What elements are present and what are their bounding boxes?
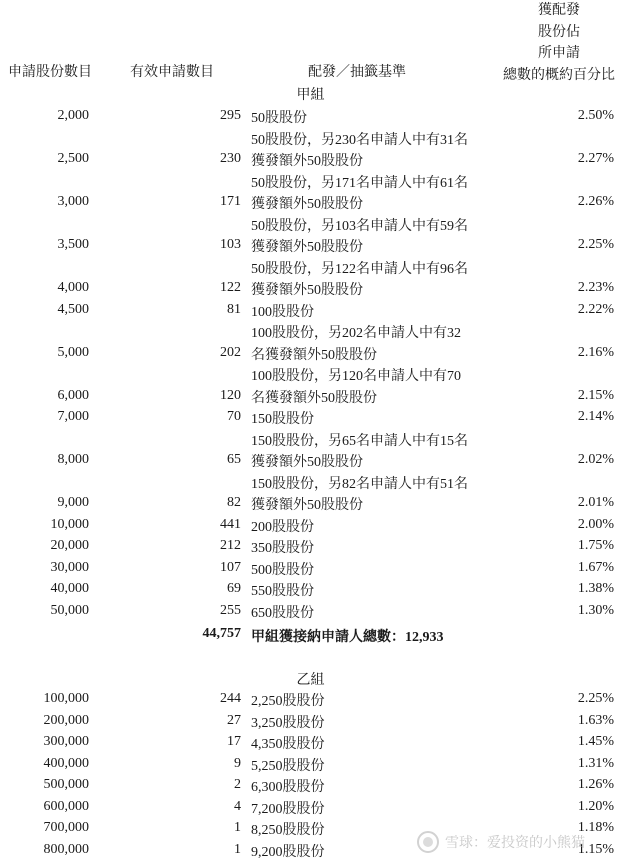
basis-of-allotment-cell — [251, 259, 491, 302]
percentage-cell: 2.01% — [578, 495, 614, 511]
basis-of-allotment-cell — [251, 216, 491, 259]
basis-line: 550股股份 — [251, 581, 491, 603]
basis-of-allotment-cell — [251, 431, 491, 474]
percentage-cell: 1.30% — [578, 603, 614, 619]
valid-applications-cell: 244 — [220, 691, 241, 707]
valid-applications-cell: 81 — [227, 302, 241, 318]
table-row — [0, 560, 621, 582]
table-row — [0, 777, 621, 799]
valid-applications-cell: 4 — [234, 799, 241, 815]
percentage-cell: 1.15% — [578, 842, 614, 858]
percentage-cell: 2.16% — [578, 345, 614, 361]
basis-line: 50股股份，另230名申請人中有31名 — [251, 130, 491, 152]
table-row — [0, 108, 621, 130]
basis-of-allotment-cell — [251, 366, 491, 409]
valid-applications-cell: 17 — [227, 734, 241, 750]
applied-shares-cell: 4,500 — [58, 302, 90, 318]
table-row — [0, 581, 621, 603]
applied-shares-cell: 8,000 — [58, 452, 90, 468]
basis-line: 50股股份 — [251, 108, 491, 130]
valid-applications-cell: 171 — [220, 194, 241, 210]
snowball-logo-icon — [417, 831, 439, 853]
basis-line: 獲發額外50股股份 — [251, 151, 491, 173]
applied-shares-cell: 20,000 — [51, 538, 90, 554]
applied-shares-cell: 700,000 — [44, 820, 90, 836]
percentage-cell: 2.15% — [578, 388, 614, 404]
table-row — [0, 474, 621, 517]
percentage-cell: 1.75% — [578, 538, 614, 554]
basis-of-allotment-cell — [251, 474, 491, 517]
basis-line: 50股股份，另103名申請人中有59名 — [251, 216, 491, 238]
basis-of-allotment-cell — [251, 108, 491, 130]
basis-line: 獲發額外50股股份 — [251, 194, 491, 216]
basis-line: 名獲發額外50股股份 — [251, 388, 491, 410]
table-row — [0, 756, 621, 778]
basis-line: 9,200股股份 — [251, 842, 491, 863]
valid-applications-cell: 27 — [227, 713, 241, 729]
basis-line: 150股股份，另65名申請人中有15名 — [251, 431, 491, 453]
applied-shares-cell: 3,500 — [58, 237, 90, 253]
applied-shares-cell: 600,000 — [44, 799, 90, 815]
basis-of-allotment-cell — [251, 799, 491, 821]
basis-line: 3,250股股份 — [251, 713, 491, 735]
table-row — [0, 734, 621, 756]
valid-applications-cell: 230 — [220, 151, 241, 167]
table-row — [0, 173, 621, 216]
applied-shares-cell: 800,000 — [44, 842, 90, 858]
table-row — [0, 691, 621, 713]
applied-shares-cell: 3,000 — [58, 194, 90, 210]
table-row — [0, 302, 621, 324]
table-row — [0, 366, 621, 409]
basis-line: 50股股份，另171名申請人中有61名 — [251, 173, 491, 195]
table-row — [0, 323, 621, 366]
group-a-title: 甲組 — [0, 84, 621, 104]
applied-shares-cell: 40,000 — [51, 581, 90, 597]
basis-line: 2,250股股份 — [251, 691, 491, 713]
applied-shares-cell: 100,000 — [44, 691, 90, 707]
percentage-cell: 1.67% — [578, 560, 614, 576]
basis-of-allotment-cell — [251, 713, 491, 735]
applied-shares-cell: 2,500 — [58, 151, 90, 167]
applied-shares-cell: 9,000 — [58, 495, 90, 511]
valid-applications-cell: 255 — [220, 603, 241, 619]
valid-applications-cell: 120 — [220, 388, 241, 404]
percentage-cell: 2.22% — [578, 302, 614, 318]
valid-applications-cell: 1 — [234, 820, 241, 836]
header-applied-shares: 申請股份數目 — [8, 62, 92, 84]
percentage-cell: 1.20% — [578, 799, 614, 815]
percentage-cell: 1.38% — [578, 581, 614, 597]
header-percentage-line: 股份佔 — [503, 22, 615, 44]
percentage-cell: 2.50% — [578, 108, 614, 124]
table-row — [0, 799, 621, 821]
percentage-cell: 1.31% — [578, 756, 614, 772]
basis-of-allotment-cell — [251, 777, 491, 799]
basis-of-allotment-cell — [251, 734, 491, 756]
basis-of-allotment-cell — [251, 691, 491, 713]
table-row — [0, 603, 621, 625]
valid-applications-cell: 295 — [220, 108, 241, 124]
basis-line: 獲發額外50股股份 — [251, 452, 491, 474]
basis-of-allotment-cell — [251, 603, 491, 625]
header-basis-of-allotment: 配發／抽籤基準 — [308, 62, 406, 84]
basis-line: 50股股份，另122名申請人中有96名 — [251, 259, 491, 281]
basis-line: 7,200股股份 — [251, 799, 491, 821]
basis-of-allotment-cell — [251, 130, 491, 173]
applied-shares-cell: 7,000 — [58, 409, 90, 425]
basis-of-allotment-cell — [251, 409, 491, 431]
percentage-cell: 2.26% — [578, 194, 614, 210]
applied-shares-cell: 2,000 — [58, 108, 90, 124]
basis-line: 100股股份，另120名申請人中有70 — [251, 366, 491, 388]
percentage-cell: 1.45% — [578, 734, 614, 750]
basis-line: 獲發額外50股股份 — [251, 495, 491, 517]
table-row — [0, 517, 621, 539]
watermark-text: 雪球：爱投资的小熊猫 — [445, 832, 585, 852]
valid-applications-cell: 70 — [227, 409, 241, 425]
valid-applications-cell: 107 — [220, 560, 241, 576]
group-a-total-successful: 甲組獲接納申請人總數：12,933 — [251, 626, 444, 646]
basis-line: 500股股份 — [251, 560, 491, 582]
percentage-cell: 1.63% — [578, 713, 614, 729]
basis-line: 6,300股股份 — [251, 777, 491, 799]
percentage-cell: 2.25% — [578, 237, 614, 253]
basis-line: 4,350股股份 — [251, 734, 491, 756]
valid-applications-cell: 69 — [227, 581, 241, 597]
applied-shares-cell: 5,000 — [58, 345, 90, 361]
valid-applications-cell: 2 — [234, 777, 241, 793]
applied-shares-cell: 400,000 — [44, 756, 90, 772]
basis-of-allotment-cell — [251, 302, 491, 324]
basis-of-allotment-cell — [251, 581, 491, 603]
basis-line: 150股股份 — [251, 409, 491, 431]
valid-applications-cell: 82 — [227, 495, 241, 511]
percentage-cell: 1.26% — [578, 777, 614, 793]
basis-of-allotment-cell — [251, 756, 491, 778]
valid-applications-cell: 212 — [220, 538, 241, 554]
table-row — [0, 259, 621, 302]
percentage-cell: 2.27% — [578, 151, 614, 167]
basis-line: 150股股份，另82名申請人中有51名 — [251, 474, 491, 496]
applied-shares-cell: 4,000 — [58, 280, 90, 296]
valid-applications-cell: 441 — [220, 517, 241, 533]
basis-of-allotment-cell — [251, 560, 491, 582]
table-row — [0, 216, 621, 259]
basis-of-allotment-cell — [251, 538, 491, 560]
table-row — [0, 130, 621, 173]
applied-shares-cell: 500,000 — [44, 777, 90, 793]
percentage-cell: 2.25% — [578, 691, 614, 707]
valid-applications-cell: 65 — [227, 452, 241, 468]
group-b-title: 乙組 — [0, 669, 621, 689]
basis-line: 100股股份 — [251, 302, 491, 324]
watermark — [417, 830, 613, 854]
percentage-cell: 2.02% — [578, 452, 614, 468]
header-percentage — [503, 0, 615, 86]
basis-line: 350股股份 — [251, 538, 491, 560]
percentage-cell: 2.00% — [578, 517, 614, 533]
basis-line: 200股股份 — [251, 517, 491, 539]
percentage-cell: 1.18% — [578, 820, 614, 836]
percentage-cell: 2.23% — [578, 280, 614, 296]
applied-shares-cell: 200,000 — [44, 713, 90, 729]
table-row — [0, 713, 621, 735]
basis-of-allotment-cell — [251, 517, 491, 539]
basis-line: 8,250股股份 — [251, 820, 491, 842]
valid-applications-cell: 103 — [220, 237, 241, 253]
table-row — [0, 431, 621, 474]
applied-shares-cell: 300,000 — [44, 734, 90, 750]
basis-of-allotment-cell — [251, 173, 491, 216]
applied-shares-cell: 6,000 — [58, 388, 90, 404]
applied-shares-cell: 10,000 — [51, 517, 90, 533]
basis-line: 獲發額外50股股份 — [251, 280, 491, 302]
valid-applications-cell: 202 — [220, 345, 241, 361]
table-row — [0, 409, 621, 431]
applied-shares-cell: 30,000 — [51, 560, 90, 576]
basis-line: 獲發額外50股股份 — [251, 237, 491, 259]
valid-applications-cell: 1 — [234, 842, 241, 858]
basis-of-allotment-cell — [251, 323, 491, 366]
valid-applications-cell: 9 — [234, 756, 241, 772]
basis-line: 名獲發額外50股股份 — [251, 345, 491, 367]
group-a-total-applications: 44,757 — [203, 626, 242, 642]
percentage-cell: 2.14% — [578, 409, 614, 425]
basis-line: 100股股份，另202名申請人中有32 — [251, 323, 491, 345]
basis-line: 5,250股股份 — [251, 756, 491, 778]
header-percentage-line: 獲配發 — [503, 0, 615, 22]
table-row — [0, 538, 621, 560]
basis-line: 650股股份 — [251, 603, 491, 625]
header-valid-applications: 有效申請數目 — [130, 62, 214, 84]
header-percentage-line: 總數的概約百分比 — [503, 65, 615, 87]
valid-applications-cell: 122 — [220, 280, 241, 296]
header-percentage-line: 所申請 — [503, 43, 615, 65]
applied-shares-cell: 50,000 — [51, 603, 90, 619]
